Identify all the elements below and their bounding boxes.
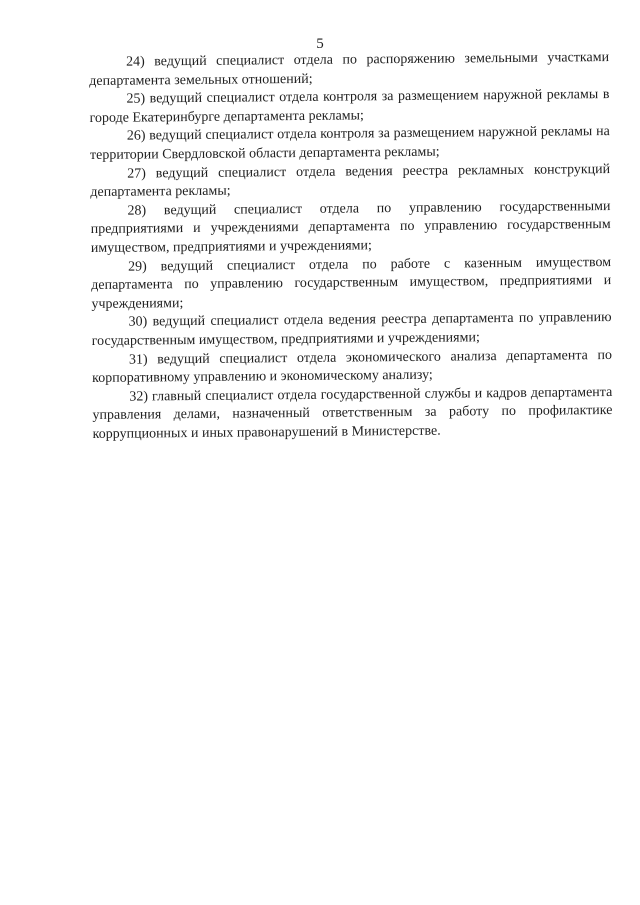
list-item-30: 30) ведущий специалист отдела ведения реестра департамента по управлению государственным имуществом, предприятиями и учреждениями;	[91, 310, 612, 349]
list-item-24: 24) ведущий специалист отдела по распоряжению земельными участками департамента земельных отношений;	[89, 50, 610, 89]
page-number: 5	[316, 36, 324, 52]
document-body	[89, 49, 613, 444]
list-item-26: 26) ведущий специалист отдела контроля за размещением наружной рекламы на территории Свердловской области департамента рекламы;	[89, 124, 610, 163]
list-item-29: 29) ведущий специалист отдела по работе с казенным имуществом департамента по управлению государственным имуществом, предприятиями и учреждениями;	[91, 254, 612, 312]
list-item-27: 27) ведущий специалист отдела ведения реестра рекламных конструкций департамента рекламы;	[90, 161, 611, 201]
list-item-25: 25) ведущий специалист отдела контроля за размещением наружной рекламы в городе Екатеринбурге департамента рекламы;	[89, 87, 610, 126]
list-item-31: 31) ведущий специалист отдела экономического анализа департамента по корпоративному управлению и экономическому анализу;	[92, 347, 612, 387]
list-item-28: 28) ведущий специалист отдела по управлению государственными предприятиями и учреждениями департамента по управлению государственным имуществом, предприятиями и учреждениями;	[90, 198, 611, 256]
list-item-32: 32) главный специалист отдела государственной службы и кадров департамента управления делами, назначенный ответственным за работу по профилактике коррупционных и иных правонарушений в Министерстве.	[92, 384, 613, 442]
